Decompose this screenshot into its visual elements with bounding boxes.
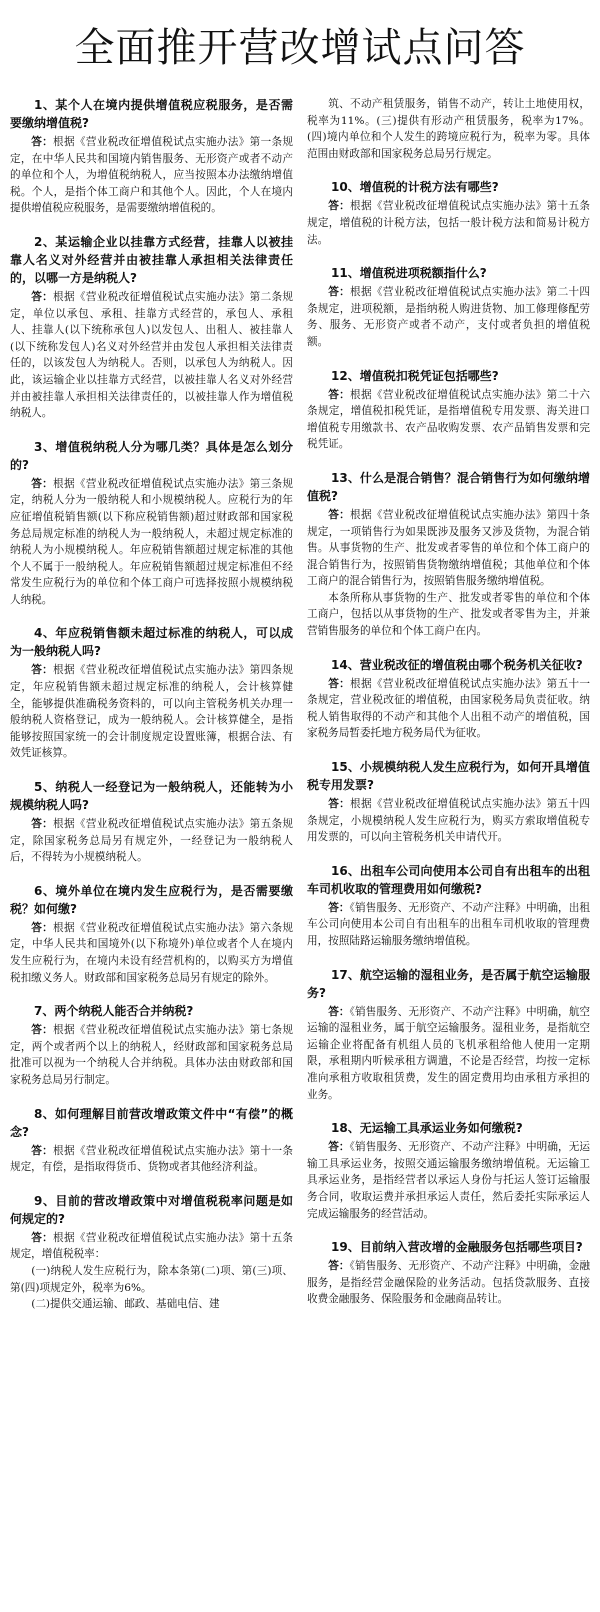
answer-label: 答： — [31, 1144, 54, 1157]
answer-label: 答： — [328, 388, 351, 401]
question-heading: 3、增值税纳税人分为哪几类？具体是怎么划分的? — [10, 439, 293, 472]
question-heading: 10、增值税的计税方法有哪些? — [331, 180, 499, 195]
answer-label: 答： — [31, 1024, 54, 1037]
answer-text — [307, 796, 590, 846]
article-columns — [10, 96, 590, 1329]
qa-block — [307, 1238, 590, 1308]
answer-text — [10, 1143, 293, 1176]
answer-label: 答： — [31, 136, 54, 148]
answer-text — [10, 1022, 293, 1088]
answer-body: 《销售服务、无形资产、不动产注释》中明确，金融服务，是指经营金融保险的业务活动。包括贷款服务、直接收费金融服务、保险服务和金融商品转让。 — [307, 1260, 591, 1306]
answer-text — [10, 1230, 293, 1263]
qa-block — [307, 862, 590, 950]
answer-text — [10, 134, 293, 217]
question-heading: 11、增值税进项税额指什么? — [331, 266, 487, 281]
answer-label: 答： — [31, 818, 54, 831]
question-heading: 8、如何理解目前营改增政策文件中“有偿”的概念? — [10, 1106, 293, 1139]
qa-block — [10, 1105, 293, 1176]
qa-block — [307, 1119, 590, 1222]
answer-text — [307, 676, 590, 742]
answer-text — [10, 816, 293, 866]
answer-text — [10, 476, 293, 609]
page-title: 全面推开营改增试点问答 — [74, 25, 526, 71]
answer-body: 根据《营业税改征增值税试点实施办法》第二条规定，单位以承包、承租、挂靠方式经营的，承包人、承租人、挂靠人(以下统称承包人)以发包人、出租人、被挂靠人(以下统称发包人)名义对外经营并由发包人承担相关法律责任的，以该发包人为纳税人。否则，以承包人为纳税人。因此，该运输企业以挂靠方式经营，以被挂靠人名义对外经营并由被挂靠人承担相关法律责任的，以被挂靠人作为增值税纳税人。 — [10, 290, 294, 420]
qa-block — [307, 469, 590, 640]
answer-text — [307, 1004, 590, 1104]
qa-block — [10, 233, 293, 422]
qa-block — [307, 178, 590, 248]
question-heading: 18、无运输工具承运业务如何缴税? — [331, 1121, 523, 1136]
answer-body: 根据《营业税改征增值税试点实施办法》第二十六条规定，增值税扣税凭证，是指增值税专用发票、海关进口增值税专用缴款书、农产品收购发票、农产品销售发票和完税凭证。 — [307, 388, 591, 451]
answer-body: 根据《营业税改征增值税试点实施办法》第四十条规定，一项销售行为如果既涉及服务又涉及货物，为混合销售。从事货物的生产、批发或者零售的单位和个体工商户的混合销售行为，按照销售货物缴纳增值税；其他单位和个体工商户的混合销售行为，按照销售服务缴纳增值税。 — [307, 508, 591, 588]
answer-text — [307, 1139, 590, 1222]
qa-block — [10, 1192, 293, 1313]
answer-paragraph: (一)纳税人发生应税行为，除本条第(二)项、第(三)项、第(四)项规定外，税率为6%。 — [10, 1264, 293, 1294]
answer-text — [307, 284, 590, 350]
question-heading: 7、两个纳税人能否合并纳税? — [34, 1004, 194, 1019]
answer-label: 答： — [31, 477, 54, 490]
question-heading: 17、航空运输的湿租业务，是否属于航空运输服务? — [307, 967, 590, 1000]
answer-body: 根据《营业税改征增值税试点实施办法》第三条规定，纳税人分为一般纳税人和小规模纳税人。应税行为的年应征增值税销售额(以下称应税销售额)超过财政部和国家税务总局规定标准的纳税人为一般纳税人，未超过规定标准的纳税人为小规模纳税人。年应税销售额超过规定标准的其他个人不属于一般纳税人。年应税销售额超过规定标准但不经常发生应税行为的单位和个体工商户可选择按照小规模纳税人纳税。 — [10, 477, 294, 606]
answer-text — [307, 507, 590, 590]
answer-label: 答： — [31, 290, 54, 303]
question-heading: 5、纳税人一经登记为一般纳税人，还能转为小规模纳税人吗? — [10, 780, 293, 813]
qa-block — [307, 966, 590, 1104]
answer-text — [10, 920, 293, 986]
answer-label: 答： — [328, 286, 351, 299]
answer-label: 答： — [328, 798, 351, 811]
question-heading: 16、出租车公司向使用本公司自有出租车的出租车司机收取的管理费用如何缴税? — [307, 863, 590, 896]
qa-block — [10, 778, 293, 866]
answer-body: 《销售服务、无形资产、不动产注释》中明确，出租车公司向使用本公司自有出租车的出租车司机收取的管理费用，按照陆路运输服务缴纳增值税。 — [307, 901, 591, 947]
answer-text — [10, 662, 293, 762]
answer-label: 答： — [328, 677, 351, 690]
answer-body: 根据《营业税改征增值税试点实施办法》第十五条规定，增值税的计税方法，包括一般计税方法和简易计税方法。 — [307, 200, 591, 246]
answer-label: 答： — [328, 1260, 350, 1273]
answer-text — [10, 289, 293, 422]
qa-block — [10, 624, 293, 762]
answer-label: 答： — [328, 1005, 350, 1018]
answer-body: 根据《营业税改征增值税试点实施办法》第二十四条规定，进项税额，是指纳税人购进货物、加工修理修配劳务、服务、无形资产或者不动产，支付或者负担的增值税额。 — [307, 286, 591, 348]
qa-block — [10, 438, 293, 609]
answer-paragraph: (二)提供交通运输、邮政、基础电信、建 — [31, 1298, 220, 1311]
answer-body: 根据《营业税改征增值税试点实施办法》第十一条规定，有偿，是指取得货币、货物或者其他经济利益。 — [10, 1144, 294, 1174]
qa-block — [307, 264, 590, 350]
answer-body: 根据《营业税改征增值税试点实施办法》第十五条规定，增值税税率： — [10, 1231, 294, 1261]
answer-label: 答： — [328, 1141, 350, 1154]
right-column — [307, 96, 590, 1329]
answer-label: 答： — [31, 921, 54, 934]
answer-text — [307, 198, 590, 248]
qa-block — [10, 882, 293, 986]
answer-label: 答： — [328, 200, 351, 213]
answer-label: 答： — [328, 901, 350, 914]
question-heading: 13、什么是混合销售？混合销售行为如何缴纳增值税? — [307, 470, 590, 503]
answer-body: 《销售服务、无形资产、不动产注释》中明确，航空运输的湿租业务，属于航空运输服务。湿租业务，是指航空运输企业将配备有机组人员的飞机承租给他人使用一定期限，承租期内听候承租方调遣，不论是否经营，均按一定标准向承租方收取租赁费，发生的固定费用均由承租方承担的业务。 — [307, 1005, 591, 1101]
answer-body: 根据《营业税改征增值税试点实施办法》第五十一条规定，营业税改征的增值税，由国家税务局负责征收。纳税人销售取得的不动产和其他个人出租不动产的增值税，国家税务局暂委托地方税务局代为征收。 — [307, 677, 591, 740]
qa-block — [10, 96, 293, 217]
answer-body: 根据《营业税改征增值税试点实施办法》第七条规定，两个或者两个以上的纳税人，经财政部和国家税务总局批准可以视为一个纳税人合并纳税。具体办法由财政部和国家税务总局另行制定。 — [10, 1024, 294, 1086]
answer-body: 《销售服务、无形资产、不动产注释》中明确，无运输工具承运业务，按照交通运输服务缴纳增值税。无运输工具承运业务，是指经营者以承运人身份与托运人签订运输服务合同，收取运费并承担承运人责任，然后委托实际承运人完成运输服务的经营活动。 — [307, 1141, 591, 1220]
question-heading: 4、年应税销售额未超过标准的纳税人，可以成为一般纳税人吗? — [10, 626, 293, 659]
qa-block — [307, 367, 590, 453]
answer-label: 答： — [31, 664, 54, 677]
answer-body: 根据《营业税改征增值税试点实施办法》第四条规定，年应税销售额未超过规定标准的纳税人，会计核算健全，能够提供准确税务资料的，可以向主管税务机关办理一般纳税人资格登记，成为一般纳税人。会计核算健全，是指能够按照国家统一的会计制度规定设置账簿，根据合法、有效凭证核算。 — [10, 664, 294, 760]
question-heading: 12、增值税扣税凭证包括哪些? — [331, 368, 499, 383]
answer-label: 答： — [31, 1231, 54, 1244]
qa-block — [307, 656, 590, 742]
question-heading: 9、目前的营改增政策中对增值税税率问题是如何规定的? — [10, 1193, 293, 1226]
question-heading: 14、营业税改征的增值税由哪个税务机关征收? — [331, 657, 583, 672]
question-heading: 15、小规模纳税人发生应税行为，如何开具增值税专用发票? — [307, 760, 590, 793]
answer-text — [307, 1258, 590, 1308]
question-heading: 6、境外单位在境内发生应税行为，是否需要缴税？如何缴? — [10, 883, 293, 916]
answer-continuation: 筑、不动产租赁服务，销售不动产，转让土地使用权，税率为11%。(三)提供有形动产租赁服务，税率为17%。(四)境内单位和个人发生的跨境应税行为，税率为零。具体范围由财政部和国家税务总局另行规定。 — [307, 98, 590, 160]
question-heading: 1、某个人在境内提供增值税应税服务，是否需要缴纳增值税? — [10, 98, 293, 130]
answer-body: 根据《营业税改征增值税试点实施办法》第一条规定，在中华人民共和国境内销售服务、无形资产或者不动产的单位和个人，为增值税纳税人，应当按照本办法缴纳增值税。个人，是指个体工商户和其他个人。因此，个人在境内提供增值税应税服务，是需要缴纳增值税的。 — [10, 136, 294, 215]
answer-text — [307, 387, 590, 453]
question-heading: 19、目前纳入营改增的金融服务包括哪些项目? — [331, 1240, 583, 1255]
left-column — [10, 96, 293, 1329]
qa-block — [307, 758, 590, 846]
answer-text — [307, 900, 590, 950]
answer-body: 根据《营业税改征增值税试点实施办法》第五条规定，除国家税务总局另有规定外，一经登记为一般纳税人后，不得转为小规模纳税人。 — [10, 818, 294, 864]
answer-body: 根据《营业税改征增值税试点实施办法》第六条规定，中华人民共和国境外(以下称境外)单位或者个人在境内发生应税行为，在境内未设有经营机构的，以购买方为增值税扣缴义务人。财政部和国家税务总局另有规定的除外。 — [10, 921, 294, 984]
answer-paragraph: 本条所称从事货物的生产、批发或者零售的单位和个体工商户，包括以从事货物的生产、批发或者零售为主，并兼营销售服务的单位和个体工商户在内。 — [307, 591, 590, 638]
qa-block — [10, 1002, 293, 1088]
qa-block — [307, 96, 590, 162]
answer-label: 答： — [328, 508, 351, 521]
answer-body: 根据《营业税改征增值税试点实施办法》第五十四条规定，小规模纳税人发生应税行为，购买方索取增值税专用发票的，可以向主管税务机关申请代开。 — [307, 798, 591, 844]
question-heading: 2、某运输企业以挂靠方式经营，挂靠人以被挂靠人名义对外经营并由被挂靠人承担相关法律责任的，以哪一方是纳税人? — [10, 234, 293, 285]
